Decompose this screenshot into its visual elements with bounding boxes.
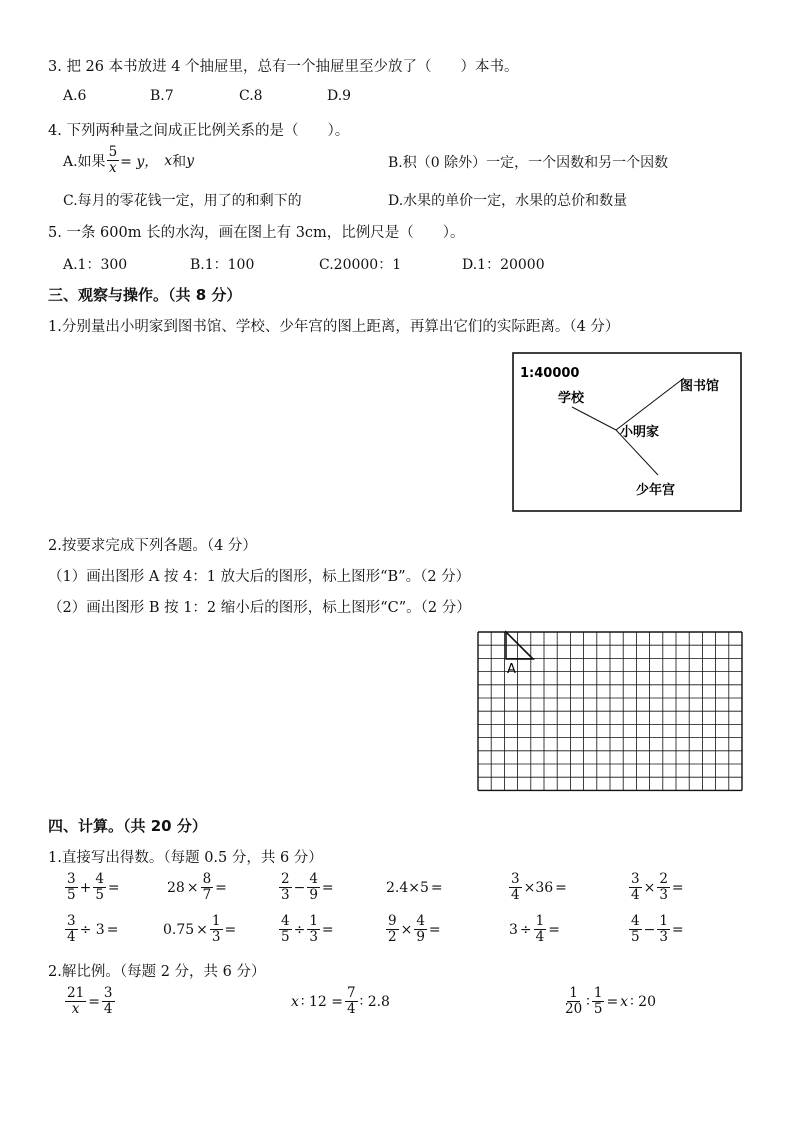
fraction-numerator: 7 bbox=[347, 985, 356, 1001]
calc-r2-b bbox=[162, 914, 237, 945]
q5-text: 5. 一条 600m 长的水沟，画在图上有 3cm，比例尺是（ ）。 bbox=[48, 225, 465, 241]
operator: − bbox=[293, 879, 306, 896]
fraction bbox=[534, 914, 547, 945]
q4-option-a-y: y bbox=[186, 152, 195, 169]
calc-r2-d bbox=[385, 914, 442, 945]
section4-p2: 2.解比例。（每题 2 分，共 6 分） bbox=[48, 964, 266, 980]
map-home-label: 小明家 bbox=[620, 425, 660, 440]
equals: = bbox=[428, 921, 441, 938]
map-scale: 1:40000 bbox=[520, 366, 580, 381]
operator: ÷ bbox=[519, 921, 532, 938]
equals: = bbox=[224, 921, 237, 938]
fraction-denominator: 3 bbox=[309, 929, 318, 945]
fraction bbox=[592, 986, 605, 1017]
q4-option-a-fraction bbox=[107, 145, 120, 176]
ratio-colon: ∶ bbox=[586, 993, 590, 1010]
map-school-label: 学校 bbox=[558, 391, 585, 406]
q3-option-d: D.9 bbox=[327, 88, 352, 104]
expression: ∶ 12 = bbox=[300, 993, 343, 1010]
fraction-denominator: 2 bbox=[388, 929, 397, 945]
fraction-numerator: 4 bbox=[95, 871, 104, 887]
fraction-denominator: 4 bbox=[103, 1001, 113, 1017]
fraction-numerator: 4 bbox=[416, 913, 425, 929]
q5-option-a: A.1：300 bbox=[63, 257, 128, 273]
fraction bbox=[65, 986, 86, 1017]
calc-r1-c bbox=[278, 872, 335, 903]
variable-x: x bbox=[291, 993, 299, 1010]
fraction bbox=[210, 914, 223, 945]
equals: = bbox=[88, 993, 100, 1010]
fraction-numerator: 1 bbox=[211, 913, 221, 929]
q3-option-c: C.8 bbox=[239, 88, 263, 104]
whole-number: 0.75 bbox=[163, 921, 195, 938]
fraction-denominator: x bbox=[71, 1001, 80, 1017]
fraction-denominator: 4 bbox=[631, 887, 640, 903]
section3-p2: 2.按要求完成下列各题。（4 分） bbox=[48, 538, 257, 554]
fraction-denominator: 3 bbox=[659, 929, 668, 945]
fraction-denominator: 4 bbox=[511, 887, 520, 903]
fraction-numerator: 3 bbox=[103, 985, 113, 1001]
equals: = bbox=[321, 921, 334, 938]
fraction bbox=[279, 914, 292, 945]
fraction bbox=[102, 986, 115, 1017]
whole-number: 3 bbox=[509, 921, 518, 938]
q3-option-b: B.7 bbox=[150, 88, 174, 104]
fraction-numerator: 4 bbox=[631, 913, 640, 929]
section3-p2a: （1）画出图形 A 按 4：1 放大后的图形，标上图形“B”。（2 分） bbox=[48, 569, 471, 585]
q4-option-a-mid: = y， bbox=[120, 153, 159, 170]
equals: = bbox=[106, 921, 119, 938]
proportion-c bbox=[562, 986, 657, 1017]
q5-option-c: C.20000：1 bbox=[319, 257, 402, 273]
fraction-numerator: 8 bbox=[202, 871, 212, 887]
q4-option-c: C.每月的零花钱一定，用了的和剩下的 bbox=[63, 193, 302, 209]
fraction-numerator: 1 bbox=[593, 985, 603, 1001]
fraction bbox=[414, 914, 427, 945]
fraction bbox=[386, 914, 399, 945]
fraction bbox=[657, 872, 670, 903]
operator: − bbox=[643, 921, 656, 938]
section3-p1: 1.分别量出小明家到图书馆、学校、少年宫的图上距离，再算出它们的实际距离。（4 分） bbox=[48, 319, 620, 335]
fraction bbox=[629, 872, 642, 903]
fraction-numerator: 5 bbox=[108, 144, 118, 160]
variable-x: x bbox=[620, 993, 629, 1010]
grid-figure bbox=[476, 630, 744, 800]
fraction bbox=[509, 872, 522, 903]
fraction-denominator: x bbox=[109, 160, 117, 176]
section4-title: 四、计算。（共 20 分） bbox=[48, 817, 207, 835]
q5-option-b: B.1：100 bbox=[190, 257, 255, 273]
fraction-numerator: 1 bbox=[535, 913, 545, 929]
fraction-denominator: 3 bbox=[211, 929, 221, 945]
calc-r1-b bbox=[166, 872, 228, 903]
fraction-numerator: 3 bbox=[511, 871, 520, 887]
fraction bbox=[307, 914, 320, 945]
equals: = bbox=[671, 921, 684, 938]
q3-option-a: A.6 bbox=[63, 88, 87, 104]
fraction-numerator: 1 bbox=[659, 913, 668, 929]
map-youth-palace-label: 少年宫 bbox=[636, 483, 676, 498]
fraction bbox=[563, 986, 584, 1017]
q5-option-d: D.1：20000 bbox=[462, 257, 545, 273]
expression-tail: ×36 bbox=[523, 879, 554, 896]
q4-option-d: D.水果的单价一定，水果的总价和数量 bbox=[388, 193, 628, 209]
expression-tail: ÷ 3 bbox=[79, 921, 105, 938]
equals: = bbox=[107, 879, 120, 896]
fraction bbox=[65, 872, 78, 903]
calc-r2-e bbox=[508, 914, 561, 945]
whole-number: 28 bbox=[167, 879, 185, 896]
fraction bbox=[201, 872, 214, 903]
calc-r2-f bbox=[628, 914, 685, 945]
fraction-denominator: 4 bbox=[67, 929, 76, 945]
expression: 2.4×5 bbox=[386, 880, 429, 896]
fraction-denominator: 5 bbox=[593, 1001, 603, 1017]
expression-tail: ∶ 20 bbox=[630, 993, 656, 1010]
fraction bbox=[307, 872, 320, 903]
fraction-denominator: 5 bbox=[281, 929, 290, 945]
fraction bbox=[93, 872, 106, 903]
equals: = bbox=[215, 879, 227, 896]
operator: × bbox=[643, 879, 656, 896]
fraction-numerator: 1 bbox=[309, 913, 318, 929]
fraction-numerator: 3 bbox=[67, 913, 76, 929]
shape-a-label: A bbox=[507, 662, 516, 677]
q4-option-a bbox=[63, 145, 194, 176]
fraction-denominator: 20 bbox=[565, 1001, 583, 1017]
fraction-numerator: 4 bbox=[309, 871, 318, 887]
section4-p1: 1.直接写出得数。（每题 0.5 分，共 6 分） bbox=[48, 850, 323, 866]
operator: × bbox=[400, 921, 413, 938]
calc-r1-f bbox=[628, 872, 685, 903]
fraction-denominator: 5 bbox=[95, 887, 104, 903]
fraction-numerator: 1 bbox=[569, 985, 578, 1001]
fraction bbox=[279, 872, 292, 903]
equals: = bbox=[548, 921, 560, 938]
fraction-denominator: 3 bbox=[281, 887, 290, 903]
calc-r1-a bbox=[64, 872, 121, 903]
map-library-label: 图书馆 bbox=[680, 379, 720, 394]
operator: + bbox=[79, 879, 92, 896]
fraction-denominator: 9 bbox=[309, 887, 318, 903]
q4-option-a-x: x bbox=[164, 152, 173, 169]
fraction-numerator: 9 bbox=[388, 913, 397, 929]
proportion-a bbox=[64, 986, 116, 1017]
equals: = bbox=[671, 879, 684, 896]
q4-option-b: B.积（0 除外）一定，一个因数和另一个因数 bbox=[388, 155, 669, 171]
fraction bbox=[65, 914, 78, 945]
expression-tail: ∶ 2.8 bbox=[359, 993, 390, 1010]
fraction-denominator: 4 bbox=[347, 1001, 356, 1017]
map-figure bbox=[512, 352, 742, 512]
q3-text: 3. 把 26 本书放进 4 个抽屉里，总有一个抽屉里至少放了（ ）本书。 bbox=[48, 59, 519, 75]
fraction-denominator: 5 bbox=[67, 887, 76, 903]
equals: = bbox=[321, 879, 334, 896]
calc-r1-d bbox=[385, 880, 444, 896]
fraction-denominator: 4 bbox=[535, 929, 545, 945]
fraction bbox=[629, 914, 642, 945]
fraction-denominator: 7 bbox=[202, 887, 212, 903]
q4-option-a-he: 和 bbox=[172, 153, 187, 170]
fraction-denominator: 9 bbox=[416, 929, 425, 945]
fraction-numerator: 21 bbox=[67, 985, 85, 1001]
fraction-numerator: 3 bbox=[67, 871, 76, 887]
fraction bbox=[657, 914, 670, 945]
equals: = bbox=[555, 879, 567, 896]
fraction-denominator: 5 bbox=[631, 929, 640, 945]
fraction-numerator: 2 bbox=[281, 871, 290, 887]
calc-r2-a bbox=[64, 914, 119, 945]
calc-r1-e bbox=[508, 872, 568, 903]
fraction-numerator: 4 bbox=[281, 913, 290, 929]
grid-lines bbox=[478, 632, 742, 790]
section3-title: 三、观察与操作。（共 8 分） bbox=[48, 286, 242, 304]
equals: = bbox=[606, 993, 619, 1010]
operator: × bbox=[196, 921, 208, 938]
fraction-denominator: 3 bbox=[659, 887, 668, 903]
equals: = bbox=[430, 880, 443, 896]
q4-text: 4. 下列两种量之间成正比例关系的是（ ）。 bbox=[48, 123, 350, 139]
q4-option-a-prefix: A.如果 bbox=[63, 153, 106, 170]
calc-r2-c bbox=[278, 914, 335, 945]
section3-p2b: （2）画出图形 B 按 1：2 缩小后的图形，标上图形“C”。（2 分） bbox=[48, 600, 471, 616]
fraction bbox=[345, 986, 358, 1017]
operator: ÷ bbox=[293, 921, 306, 938]
proportion-b bbox=[290, 986, 391, 1017]
fraction-numerator: 2 bbox=[659, 871, 668, 887]
operator: × bbox=[186, 879, 199, 896]
fraction-numerator: 3 bbox=[631, 871, 640, 887]
